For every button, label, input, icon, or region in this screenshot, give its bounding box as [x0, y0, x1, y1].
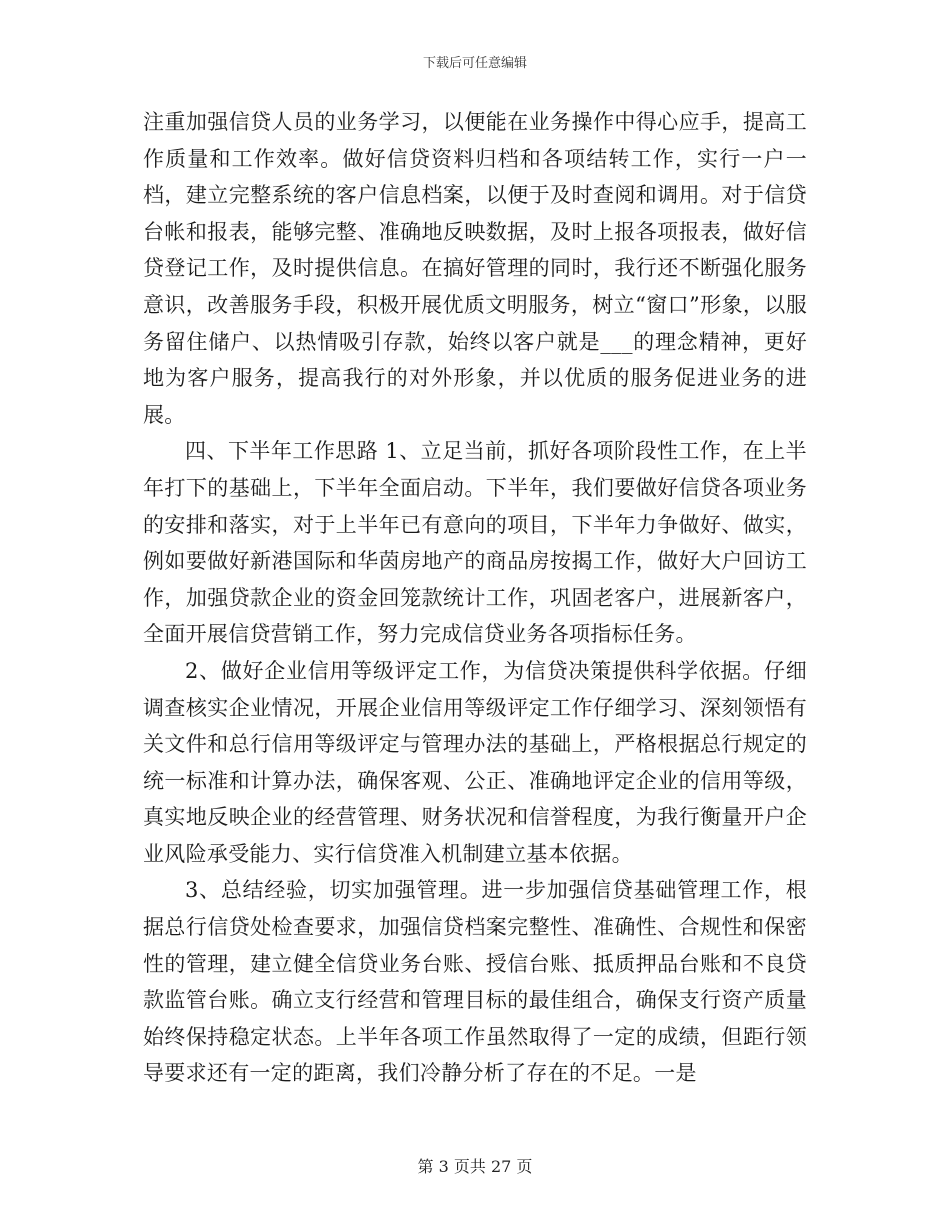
body-paragraph: 3、总结经验，切实加强管理。进一步加强信贷基础管理工作，根据总行信贷处检查要求，加强信贷档案完整性、准确性、合规性和保密性的管理，建立健全信贷业务台账、授信台账、抵质押品台账和不良贷款监管台账。确立支行经营和管理目标的最佳组合，确保支行资产质量始终保持稳定状态。上半年各项工作虽然取得了一定的成绩，但距行领导要求还有一定的距离，我们冷静分析了存在的不足。一是: [143, 878, 807, 1086]
document-body: [143, 104, 807, 1092]
body-paragraph: 四、下半年工作思路 1、立足当前，抓好各项阶段性工作，在上半年打下的基础上，下半年全面启动。下半年，我们要做好信贷各项业务的安排和落实，对于上半年已有意向的项目，下半年力争做好、做实，例如要做好新港国际和华茵房地产的商品房按揭工作，做好大户回访工作，加强贷款企业的资金回笼款统计工作，巩固老客户，进展新客户，全面开展信贷营销工作，努力完成信贷业务各项指标任务。: [143, 439, 807, 647]
body-paragraph: 2、做好企业信用等级评定工作，为信贷决策提供科学依据。仔细调查核实企业情况，开展企业信用等级评定工作仔细学习、深刻领悟有关文件和总行信用等级评定与管理办法的基础上，严格根据总行规定的统一标准和计算办法，确保客观、公正、准确地评定企业的信用等级，真实地反映企业的经营管理、财务状况和信誉程度，为我行衡量开户企业风险承受能力、实行信贷准入机制建立基本依据。: [143, 658, 807, 866]
body-paragraph: 注重加强信贷人员的业务学习，以便能在业务操作中得心应手，提高工作质量和工作效率。做好信贷资料归档和各项结转工作，实行一户一档，建立完整系统的客户信息档案，以便于及时查阅和调用。对于信贷台帐和报表，能够完整、准确地反映数据，及时上报各项报表，做好信贷登记工作，及时提供信息。在搞好管理的同时，我行还不断强化服务意识，改善服务手段，积极开展优质文明服务，树立“窗口”形象，以服务留住储户、以热情吸引存款，始终以客户就是___的理念精神，更好地为客户服务，提高我行的对外形象，并以优质的服务促进业务的进展。: [143, 110, 807, 427]
page-number: 第 3 页共 27 页: [417, 1157, 533, 1176]
page-header: 下载后可任意编辑: [422, 56, 527, 71]
